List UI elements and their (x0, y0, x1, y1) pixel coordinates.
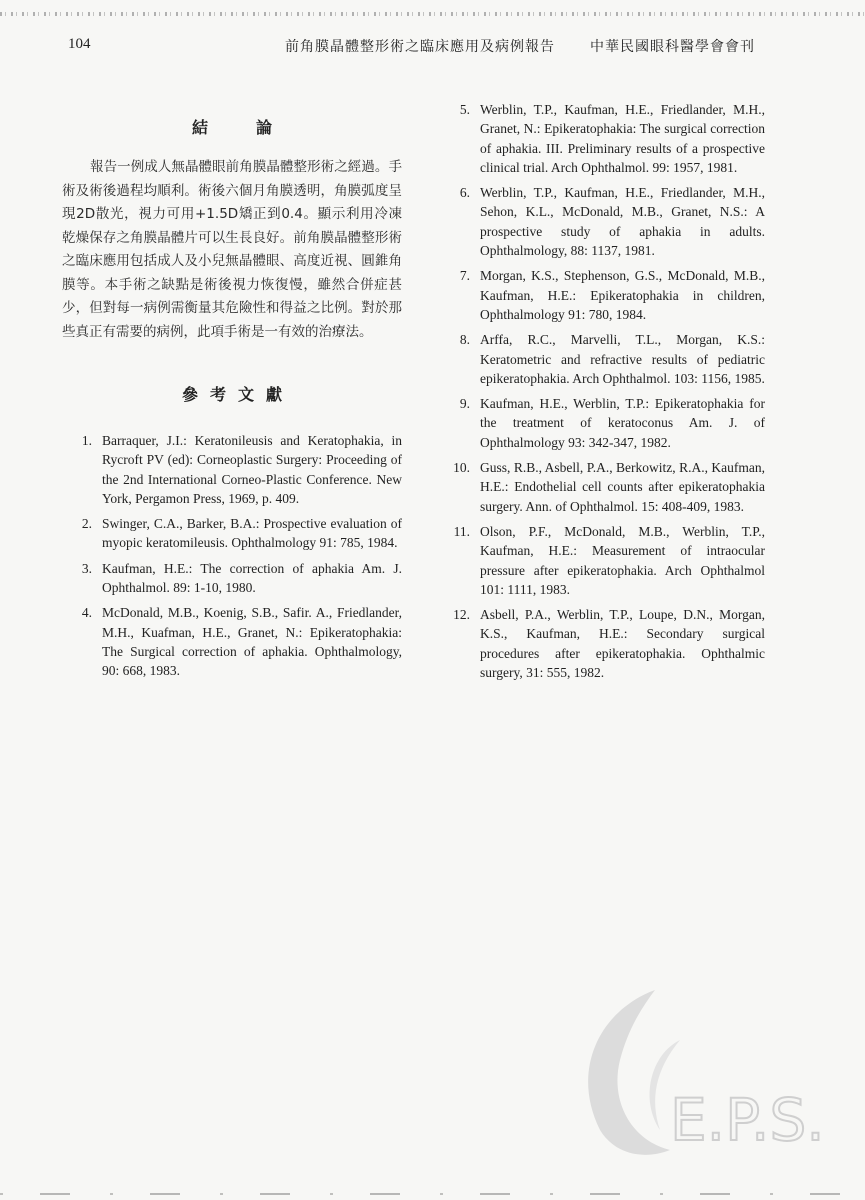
reference-text: Guss, R.B., Asbell, P.A., Berkowitz, R.A., Kaufman, H.E.: Endothelial cell counts after epikeratophakia surgery. Ann. of Ophthalmol. 15: 408-409, 1983. (480, 460, 765, 514)
reference-text: Swinger, C.A., Barker, B.A.: Prospective evaluation of myopic keratomileusis. Ophthalmology 91: 785, 1984. (102, 516, 402, 551)
references-list-right (440, 100, 765, 682)
reference-item (440, 266, 765, 324)
reference-number: 12. (453, 607, 470, 623)
reference-number: 1. (81, 433, 92, 448)
reference-item (440, 394, 765, 452)
reference-text: Barraquer, J.I.: Keratonileusis and Keratophakia, in Rycroft PV (ed): Corneoplastic Surgery: Proceeding of the 2nd International Corneo-Plastic Conference. New York, Pergamon Press, 1969, p. 409. (102, 433, 402, 506)
eps-logo-text: E.P.S. (670, 1086, 825, 1154)
reference-item (62, 514, 402, 553)
reference-number: 8. (459, 332, 470, 348)
reference-text: Olson, P.F., McDonald, M.B., Werblin, T.P., Kaufman, H.E.: Measurement of intraocular pressure after epikeratophakia. Arch Ophthalmol 101: 1111, 1983. (480, 523, 765, 597)
reference-item (62, 431, 402, 508)
reference-number: 7. (459, 268, 470, 284)
conclusion-body: 報告一例成人無晶體眼前角膜晶體整形術之經過。手術及術後過程均順利。術後六個月角膜透明，角膜弧度呈現2D散光，視力可用+1.5D矯正到0.4。顯示利用冷凍乾燥保存之角膜晶體片可以生長良好。前角膜晶體整形術之臨床應用包括成人及小兒無晶體眼、高度近視、圓錐角膜等。本手術之缺點是術後視力恢復慢，雖然合併症甚少，但對每一病例需衡量其危險性和得益之比例。對於那些真正有需要的病例，此項手術是一有效的治療法。 (62, 159, 402, 340)
reference-item (440, 605, 765, 682)
reference-number: 5. (459, 102, 470, 117)
reference-text: Werblin, T.P., Kaufman, H.E., Friedlander, M.H., Granet, N.: Epikeratophakia: The surgical correction of aphakia. III. Preliminary results of a prospective clinical trial. Arch Ophthalmol. 99: 1957, 1981. (480, 102, 765, 175)
reference-item (440, 183, 765, 260)
reference-number: 11. (453, 523, 470, 539)
eps-watermark-logo (560, 980, 840, 1160)
reference-text: Kaufman, H.E.: The correction of aphakia Am. J. Ophthalmol. 89: 1-10, 1980. (102, 560, 402, 596)
reference-number: 3. (81, 560, 92, 576)
running-title: 前角膜晶體整形術之臨床應用及病例報告 (285, 40, 555, 55)
page-header (0, 36, 865, 56)
references-list-left (62, 431, 402, 681)
reference-number: 6. (459, 185, 470, 201)
reference-number: 10. (453, 460, 470, 476)
scan-noise-bottom (0, 1193, 865, 1195)
right-column (440, 100, 765, 688)
reference-number: 9. (459, 396, 470, 412)
reference-text: Asbell, P.A., Werblin, T.P., Loupe, D.N., Morgan, K.S., Kaufman, H.E.: Secondary surgical procedures after epikeratophakia. Ophthalmic surgery, 31: 555, 1982. (480, 607, 765, 681)
reference-item (440, 458, 765, 516)
left-column (62, 115, 402, 687)
page-number: 104 (68, 36, 91, 52)
reference-text: McDonald, M.B., Koenig, S.B., Safir. A., Friedlander, M.H., Kuafman, H.E., Granet, N.: Epikeratophakia: The Surgical correction of aphakia. Ophthalmology, 90: 668, 1983. (102, 605, 402, 679)
references-heading: 參考文獻 (181, 385, 294, 404)
conclusion-heading: 結論 (191, 118, 320, 137)
reference-number: 4. (81, 605, 92, 621)
reference-item (440, 330, 765, 388)
reference-number: 2. (81, 516, 92, 532)
reference-item (62, 559, 402, 598)
journal-name: 中華民國眼科醫學會會刊 (590, 40, 755, 55)
reference-item (440, 100, 765, 177)
reference-item (440, 522, 765, 599)
reference-text: Morgan, K.S., Stephenson, G.S., McDonald, M.B., Kaufman, H.E.: Epikeratophakia in children, Ophthalmology 91: 780, 1984. (480, 268, 765, 322)
reference-text: Kaufman, H.E., Werblin, T.P.: Epikeratophakia for the treatment of keratoconus Am. J. of Ophthalmology 93: 342-347, 1982. (480, 396, 765, 450)
scan-noise-top (0, 12, 865, 16)
reference-item (62, 603, 402, 680)
reference-text: Werblin, T.P., Kaufman, H.E., Friedlander, M.H., Sehon, K.L., McDonald, M.B., Granet, N.S.: A prospective study of aphakia in adults. Ophthalmology, 88: 1137, 1981. (480, 185, 765, 259)
reference-text: Arffa, R.C., Marvelli, T.L., Morgan, K.S.: Keratometric and refractive results of pediatric epikeratophakia. Arch Ophthalmol. 103: 1156, 1985. (480, 332, 765, 386)
